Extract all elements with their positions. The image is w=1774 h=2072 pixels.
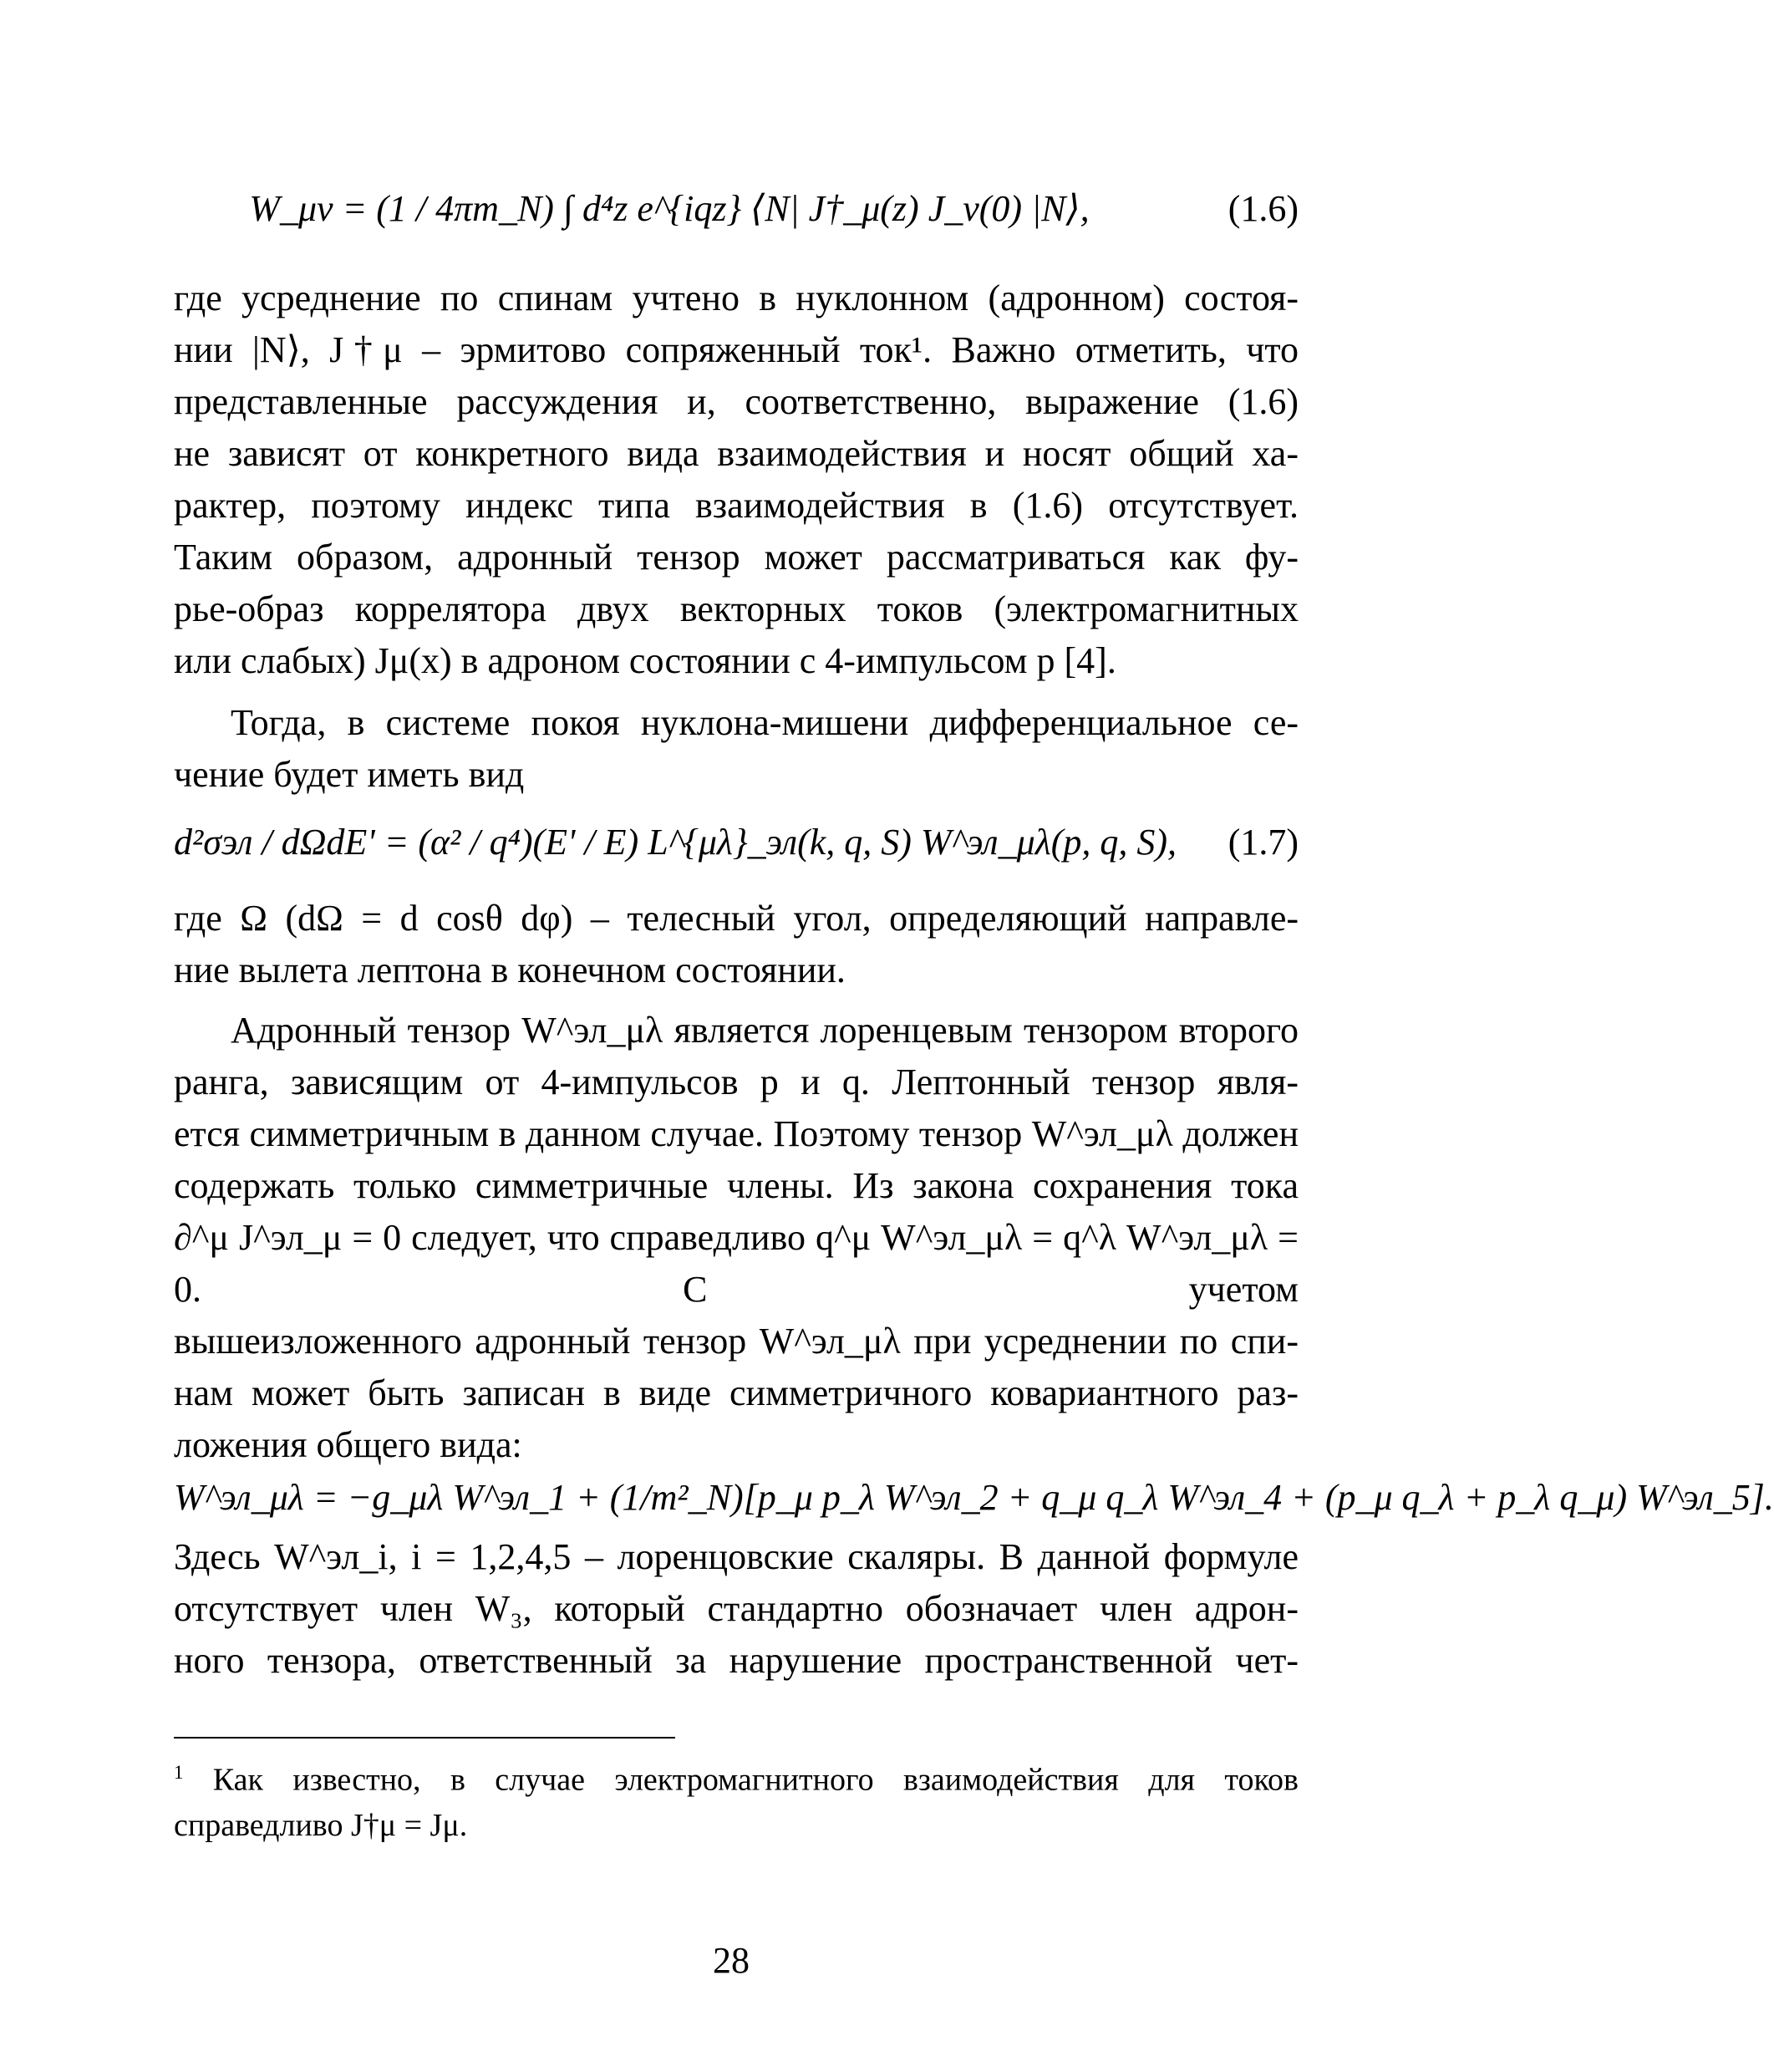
- text-line: ется симметричным в данном случае. Поэтому тензор W^эл_μλ должен: [174, 1113, 1299, 1154]
- footnote-marker: 1: [174, 1762, 184, 1783]
- text-line: ние вылета лептона в конечном состоянии.: [174, 949, 846, 990]
- text-line: ного тензора, ответственный за нарушение пространственной чет-: [174, 1640, 1299, 1681]
- text-line: представленные рассуждения и, соответственно, выражение (1.6): [174, 381, 1299, 422]
- footnote-line-1: [174, 1750, 1299, 1803]
- text-line: отсутствует член W₃, который стандартно обозначает член адрон-: [174, 1588, 1299, 1629]
- formula-hadron-tensor-expression: W^эл_μλ = −g_μλ W^эл_1 + (1/m²_N)[p_μ p_λ W^эл_2 + q_μ q_λ W^эл_4 + (p_μ q_λ + p_λ q_μ) W^эл_5].: [174, 1477, 1774, 1518]
- formula-1-6-number: (1.6): [1228, 188, 1299, 229]
- text-line: нии |N⟩, J†μ – эрмитово сопряженный ток¹. Важно отметить, что: [174, 329, 1299, 370]
- paragraph-4: [174, 1005, 1299, 1471]
- formula-1-7-number: (1.7): [1228, 822, 1299, 863]
- page-content: [174, 167, 1774, 1848]
- text-line: Таким образом, адронный тензор может рассматриваться как фу-: [174, 537, 1299, 578]
- text-line: не зависят от конкретного вида взаимодействия и носят общий ха-: [174, 433, 1299, 474]
- text-line: Адронный тензор W^эл_μλ является лоренцевым тензором второго: [231, 1010, 1299, 1051]
- formula-1-7-expression: d²σэл / dΩdE' = (α² / q⁴)(E' / E) L^{μλ}_эл(k, q, S) W^эл_μλ(p, q, S),: [174, 822, 1177, 863]
- formula-1-6: [174, 167, 1299, 272]
- text-line: Здесь W^эл_i, i = 1,2,4,5 – лоренцовские скаляры. В данной формуле: [174, 1536, 1299, 1577]
- page-number: 28: [713, 1940, 750, 1981]
- formula-1-6-expression: W_μν = (1 / 4πm_N) ∫ d⁴z e^{iqz} ⟨N| J†_μ(z) J_ν(0) |N⟩,: [249, 188, 1090, 229]
- text-line: рактер, поэтому индекс типа взаимодействия в (1.6) отсутствует.: [174, 485, 1299, 526]
- formula-1-7: [174, 801, 1299, 893]
- footnote-text: Как известно, в случае электромагнитного взаимодействия для токов: [212, 1762, 1299, 1798]
- paragraph-3: [174, 893, 1299, 996]
- text-line: чение будет иметь вид: [174, 754, 525, 795]
- paragraph-2: [174, 697, 1299, 801]
- text-line: ранга, зависящим от 4-импульсов p и q. Лептонный тензор явля-: [174, 1061, 1299, 1102]
- text-line: где Ω (dΩ = d cosθ dφ) – телесный угол, определяющий направле-: [174, 898, 1299, 939]
- text-line: или слабых) Jμ(x) в адроном состоянии с 4-импульсом p [4].: [174, 640, 1116, 681]
- footnote-divider: [174, 1737, 675, 1739]
- footnote-line-2: справедливо J†μ = Jμ.: [174, 1807, 468, 1843]
- text-line: нам может быть записан в виде симметричного ковариантного раз-: [174, 1372, 1299, 1413]
- text-line: где усреднение по спинам учтено в нуклонном (адронном) состоя-: [174, 277, 1299, 318]
- footnote: [174, 1750, 1299, 1848]
- text-line: ∂^μ J^эл_μ = 0 следует, что справедливо q^μ W^эл_μλ = q^λ W^эл_μλ = 0. С учетом: [174, 1217, 1299, 1310]
- text-line: Тогда, в системе покоя нуклона-мишени дифференциальное се-: [231, 702, 1299, 743]
- text-line: содержать только симметричные члены. Из закона сохранения тока: [174, 1165, 1299, 1206]
- text-line: ложения общего вида:: [174, 1424, 522, 1465]
- paragraph-1: [174, 272, 1299, 687]
- paragraph-5: [174, 1531, 1299, 1687]
- text-line: вышеизложенного адронный тензор W^эл_μλ при усреднении по спи-: [174, 1321, 1299, 1362]
- text-line: рье-образ коррелятора двух векторных токов (электромагнитных: [174, 588, 1299, 629]
- formula-hadron-tensor: [174, 1471, 1774, 1531]
